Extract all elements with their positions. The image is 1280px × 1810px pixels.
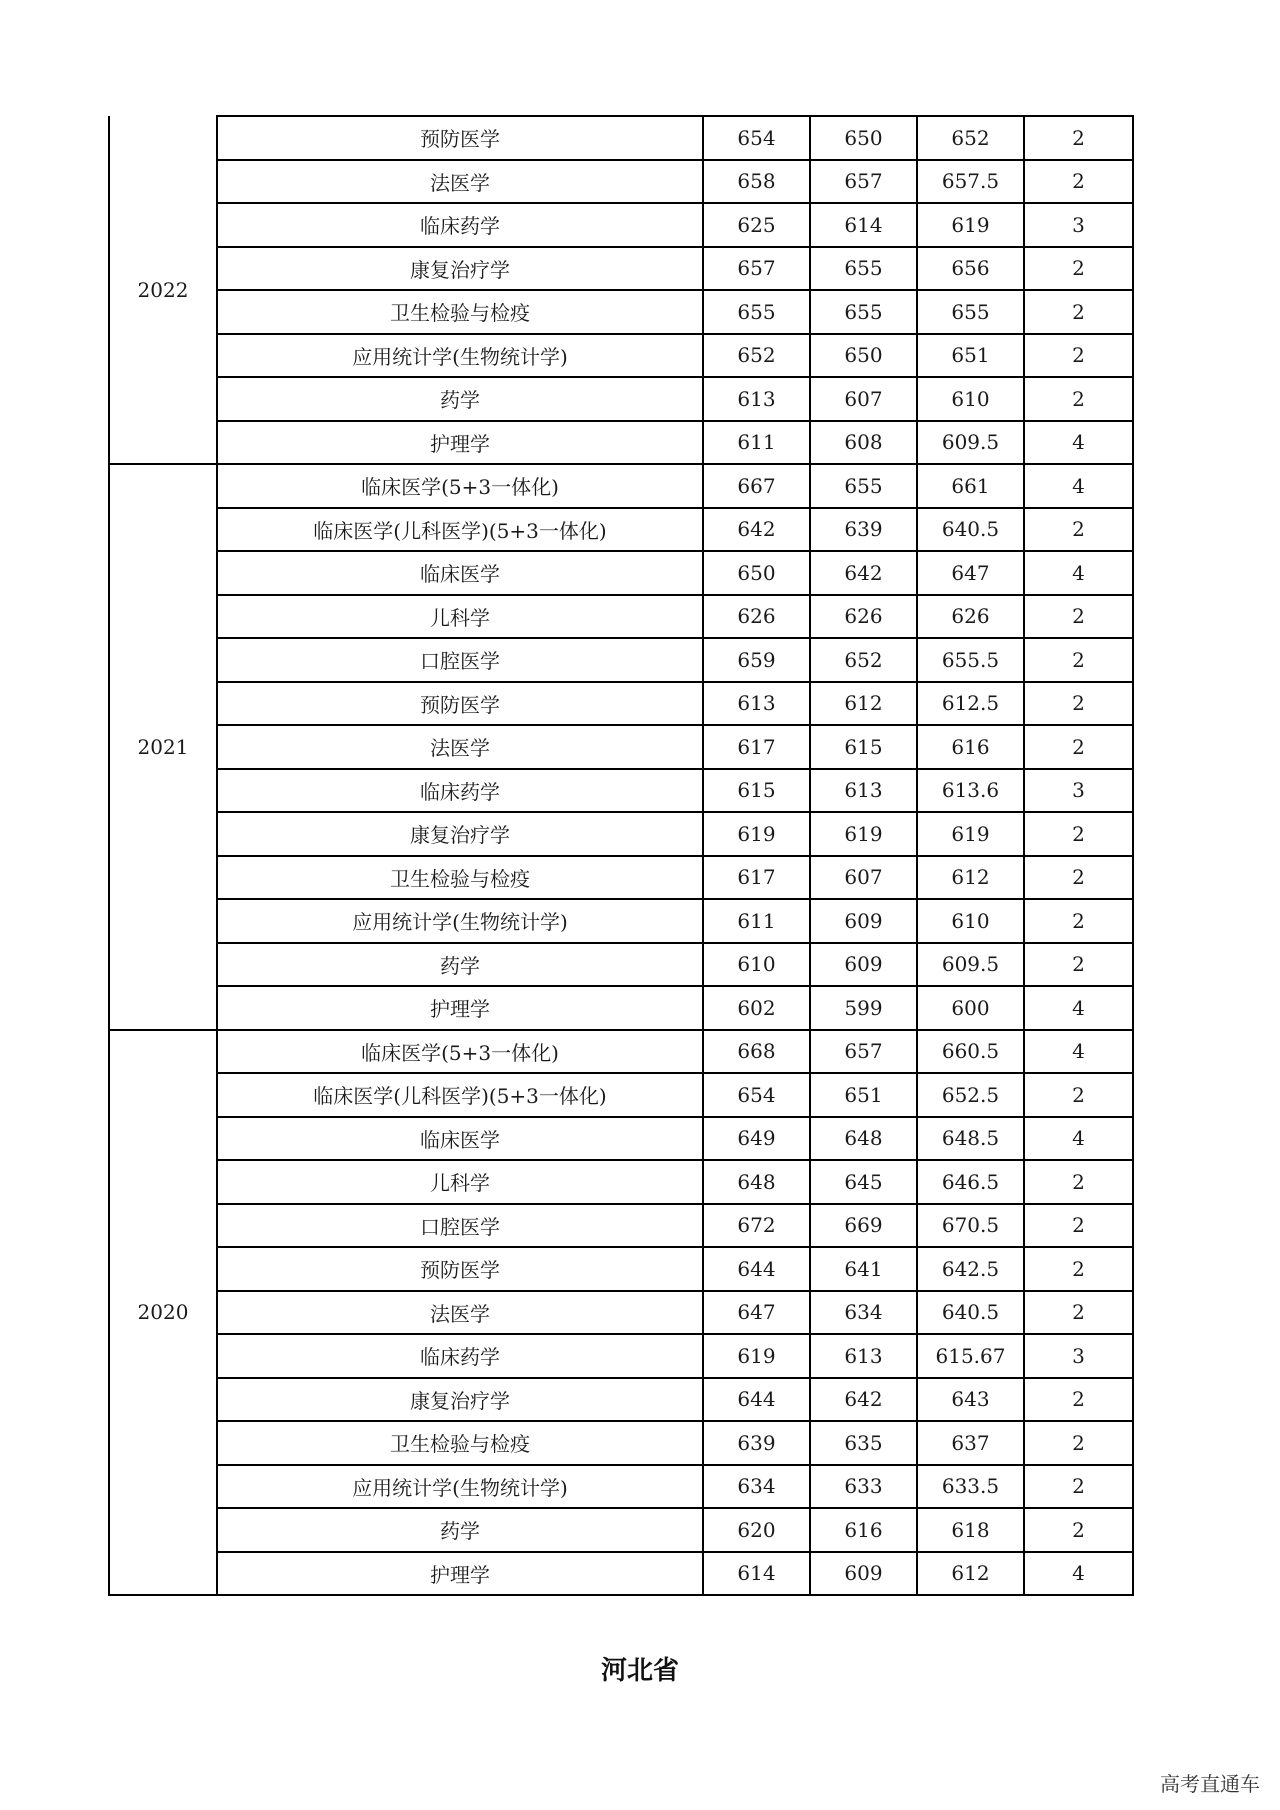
major-cell: 法医学 (217, 725, 703, 769)
avg-score-cell: 600 (917, 986, 1024, 1030)
avg-score-cell: 660.5 (917, 1030, 1024, 1074)
table-row (109, 595, 1133, 639)
avg-score-cell: 616 (917, 725, 1024, 769)
major-cell: 药学 (217, 943, 703, 987)
watermark-text: 高考直通车 (1160, 1772, 1260, 1796)
avg-score-cell: 648.5 (917, 1117, 1024, 1161)
count-cell: 2 (1024, 856, 1133, 900)
count-cell: 2 (1024, 1073, 1133, 1117)
count-cell: 3 (1024, 203, 1133, 247)
major-cell: 法医学 (217, 1291, 703, 1335)
table-row (109, 1291, 1133, 1335)
min-score-cell: 645 (810, 1160, 917, 1204)
table-row (109, 1247, 1133, 1291)
count-cell: 2 (1024, 116, 1133, 160)
avg-score-cell: 670.5 (917, 1204, 1024, 1248)
max-score-cell: 634 (703, 1465, 810, 1509)
count-cell: 2 (1024, 1204, 1133, 1248)
count-cell: 2 (1024, 899, 1133, 943)
table-row (109, 377, 1133, 421)
max-score-cell: 672 (703, 1204, 810, 1248)
table-row (109, 638, 1133, 682)
min-score-cell: 615 (810, 725, 917, 769)
max-score-cell: 602 (703, 986, 810, 1030)
table-row (109, 1552, 1133, 1596)
max-score-cell: 614 (703, 1552, 810, 1596)
count-cell: 4 (1024, 1552, 1133, 1596)
major-cell: 应用统计学(生物统计学) (217, 334, 703, 378)
avg-score-cell: 652 (917, 116, 1024, 160)
min-score-cell: 635 (810, 1421, 917, 1465)
count-cell: 4 (1024, 421, 1133, 465)
count-cell: 2 (1024, 247, 1133, 291)
table-row (109, 682, 1133, 726)
avg-score-cell: 626 (917, 595, 1024, 639)
avg-score-cell: 643 (917, 1378, 1024, 1422)
table-row (109, 551, 1133, 595)
count-cell: 2 (1024, 638, 1133, 682)
major-cell: 应用统计学(生物统计学) (217, 1465, 703, 1509)
count-cell: 2 (1024, 1508, 1133, 1552)
table-row (109, 899, 1133, 943)
max-score-cell: 668 (703, 1030, 810, 1074)
min-score-cell: 613 (810, 769, 917, 813)
count-cell: 2 (1024, 508, 1133, 552)
avg-score-cell: 613.6 (917, 769, 1024, 813)
count-cell: 4 (1024, 1117, 1133, 1161)
major-cell: 应用统计学(生物统计学) (217, 899, 703, 943)
major-cell: 康复治疗学 (217, 812, 703, 856)
avg-score-cell: 609.5 (917, 421, 1024, 465)
count-cell: 2 (1024, 1247, 1133, 1291)
count-cell: 2 (1024, 1378, 1133, 1422)
count-cell: 4 (1024, 551, 1133, 595)
major-cell: 护理学 (217, 1552, 703, 1596)
max-score-cell: 648 (703, 1160, 810, 1204)
avg-score-cell: 640.5 (917, 1291, 1024, 1335)
max-score-cell: 644 (703, 1247, 810, 1291)
avg-score-cell: 657.5 (917, 160, 1024, 204)
max-score-cell: 639 (703, 1421, 810, 1465)
table-row (109, 1508, 1133, 1552)
table-row (109, 1378, 1133, 1422)
major-cell: 口腔医学 (217, 638, 703, 682)
major-cell: 临床药学 (217, 769, 703, 813)
min-score-cell: 609 (810, 899, 917, 943)
avg-score-cell: 633.5 (917, 1465, 1024, 1509)
avg-score-cell: 610 (917, 899, 1024, 943)
max-score-cell: 654 (703, 116, 810, 160)
table-row (109, 1334, 1133, 1378)
table-row (109, 943, 1133, 987)
major-cell: 康复治疗学 (217, 1378, 703, 1422)
count-cell: 2 (1024, 1421, 1133, 1465)
max-score-cell: 611 (703, 421, 810, 465)
min-score-cell: 655 (810, 290, 917, 334)
table-row (109, 856, 1133, 900)
table-row (109, 986, 1133, 1030)
major-cell: 口腔医学 (217, 1204, 703, 1248)
max-score-cell: 642 (703, 508, 810, 552)
table-row (109, 247, 1133, 291)
major-cell: 药学 (217, 377, 703, 421)
max-score-cell: 613 (703, 682, 810, 726)
count-cell: 4 (1024, 986, 1133, 1030)
min-score-cell: 599 (810, 986, 917, 1030)
count-cell: 3 (1024, 1334, 1133, 1378)
major-cell: 儿科学 (217, 595, 703, 639)
count-cell: 2 (1024, 334, 1133, 378)
year-cell: 2020 (109, 1030, 217, 1596)
min-score-cell: 619 (810, 812, 917, 856)
score-table-body (109, 116, 1133, 1595)
min-score-cell: 616 (810, 1508, 917, 1552)
table-row (109, 1030, 1133, 1074)
major-cell: 卫生检验与检疫 (217, 856, 703, 900)
count-cell: 2 (1024, 595, 1133, 639)
max-score-cell: 652 (703, 334, 810, 378)
table-row (109, 421, 1133, 465)
max-score-cell: 620 (703, 1508, 810, 1552)
major-cell: 法医学 (217, 160, 703, 204)
table-row (109, 769, 1133, 813)
major-cell: 临床医学(5+3一体化) (217, 1030, 703, 1074)
max-score-cell: 619 (703, 812, 810, 856)
min-score-cell: 648 (810, 1117, 917, 1161)
max-score-cell: 625 (703, 203, 810, 247)
table-row (109, 725, 1133, 769)
count-cell: 2 (1024, 682, 1133, 726)
count-cell: 2 (1024, 290, 1133, 334)
table-row (109, 464, 1133, 508)
avg-score-cell: 619 (917, 203, 1024, 247)
avg-score-cell: 646.5 (917, 1160, 1024, 1204)
min-score-cell: 634 (810, 1291, 917, 1335)
major-cell: 预防医学 (217, 116, 703, 160)
major-cell: 预防医学 (217, 1247, 703, 1291)
min-score-cell: 669 (810, 1204, 917, 1248)
major-cell: 儿科学 (217, 1160, 703, 1204)
table-row (109, 812, 1133, 856)
table-row (109, 1117, 1133, 1161)
max-score-cell: 647 (703, 1291, 810, 1335)
count-cell: 2 (1024, 160, 1133, 204)
major-cell: 临床医学(儿科医学)(5+3一体化) (217, 508, 703, 552)
min-score-cell: 657 (810, 160, 917, 204)
max-score-cell: 644 (703, 1378, 810, 1422)
section-title-province: 河北省 (600, 1656, 679, 1686)
max-score-cell: 617 (703, 856, 810, 900)
year-cell: 2022 (109, 116, 217, 464)
max-score-cell: 650 (703, 551, 810, 595)
max-score-cell: 610 (703, 943, 810, 987)
year-cell: 2021 (109, 464, 217, 1030)
avg-score-cell: 656 (917, 247, 1024, 291)
min-score-cell: 609 (810, 1552, 917, 1596)
max-score-cell: 659 (703, 638, 810, 682)
avg-score-cell: 610 (917, 377, 1024, 421)
table-row (109, 203, 1133, 247)
min-score-cell: 642 (810, 1378, 917, 1422)
major-cell: 卫生检验与检疫 (217, 290, 703, 334)
min-score-cell: 607 (810, 856, 917, 900)
min-score-cell: 607 (810, 377, 917, 421)
count-cell: 4 (1024, 1030, 1133, 1074)
max-score-cell: 613 (703, 377, 810, 421)
major-cell: 护理学 (217, 986, 703, 1030)
avg-score-cell: 609.5 (917, 943, 1024, 987)
min-score-cell: 608 (810, 421, 917, 465)
min-score-cell: 642 (810, 551, 917, 595)
table-row (109, 1073, 1133, 1117)
major-cell: 护理学 (217, 421, 703, 465)
count-cell: 2 (1024, 1465, 1133, 1509)
count-cell: 2 (1024, 377, 1133, 421)
max-score-cell: 617 (703, 725, 810, 769)
major-cell: 预防医学 (217, 682, 703, 726)
count-cell: 2 (1024, 943, 1133, 987)
min-score-cell: 651 (810, 1073, 917, 1117)
avg-score-cell: 637 (917, 1421, 1024, 1465)
min-score-cell: 609 (810, 943, 917, 987)
major-cell: 临床医学 (217, 1117, 703, 1161)
max-score-cell: 611 (703, 899, 810, 943)
count-cell: 3 (1024, 769, 1133, 813)
table-row (109, 116, 1133, 160)
major-cell: 临床医学 (217, 551, 703, 595)
table-row (109, 1465, 1133, 1509)
min-score-cell: 652 (810, 638, 917, 682)
major-cell: 康复治疗学 (217, 247, 703, 291)
count-cell: 4 (1024, 464, 1133, 508)
major-cell: 临床医学(儿科医学)(5+3一体化) (217, 1073, 703, 1117)
major-cell: 药学 (217, 1508, 703, 1552)
count-cell: 2 (1024, 1291, 1133, 1335)
min-score-cell: 626 (810, 595, 917, 639)
min-score-cell: 657 (810, 1030, 917, 1074)
min-score-cell: 655 (810, 464, 917, 508)
max-score-cell: 657 (703, 247, 810, 291)
avg-score-cell: 612 (917, 1552, 1024, 1596)
table-row (109, 334, 1133, 378)
count-cell: 2 (1024, 812, 1133, 856)
table-row (109, 1160, 1133, 1204)
avg-score-cell: 618 (917, 1508, 1024, 1552)
avg-score-cell: 651 (917, 334, 1024, 378)
major-cell: 临床药学 (217, 1334, 703, 1378)
count-cell: 2 (1024, 1160, 1133, 1204)
avg-score-cell: 612.5 (917, 682, 1024, 726)
min-score-cell: 641 (810, 1247, 917, 1291)
max-score-cell: 619 (703, 1334, 810, 1378)
avg-score-cell: 655 (917, 290, 1024, 334)
min-score-cell: 614 (810, 203, 917, 247)
table-row (109, 160, 1133, 204)
avg-score-cell: 647 (917, 551, 1024, 595)
major-cell: 卫生检验与检疫 (217, 1421, 703, 1465)
avg-score-cell: 652.5 (917, 1073, 1024, 1117)
min-score-cell: 650 (810, 334, 917, 378)
admission-score-table (108, 115, 1134, 1596)
min-score-cell: 633 (810, 1465, 917, 1509)
count-cell: 2 (1024, 725, 1133, 769)
max-score-cell: 649 (703, 1117, 810, 1161)
max-score-cell: 615 (703, 769, 810, 813)
avg-score-cell: 661 (917, 464, 1024, 508)
max-score-cell: 655 (703, 290, 810, 334)
max-score-cell: 667 (703, 464, 810, 508)
avg-score-cell: 640.5 (917, 508, 1024, 552)
max-score-cell: 654 (703, 1073, 810, 1117)
table-row (109, 1204, 1133, 1248)
table-row (109, 508, 1133, 552)
max-score-cell: 626 (703, 595, 810, 639)
avg-score-cell: 655.5 (917, 638, 1024, 682)
min-score-cell: 650 (810, 116, 917, 160)
min-score-cell: 655 (810, 247, 917, 291)
avg-score-cell: 612 (917, 856, 1024, 900)
major-cell: 临床医学(5+3一体化) (217, 464, 703, 508)
min-score-cell: 612 (810, 682, 917, 726)
major-cell: 临床药学 (217, 203, 703, 247)
avg-score-cell: 642.5 (917, 1247, 1024, 1291)
table-row (109, 290, 1133, 334)
avg-score-cell: 615.67 (917, 1334, 1024, 1378)
min-score-cell: 613 (810, 1334, 917, 1378)
max-score-cell: 658 (703, 160, 810, 204)
table-row (109, 1421, 1133, 1465)
min-score-cell: 639 (810, 508, 917, 552)
avg-score-cell: 619 (917, 812, 1024, 856)
